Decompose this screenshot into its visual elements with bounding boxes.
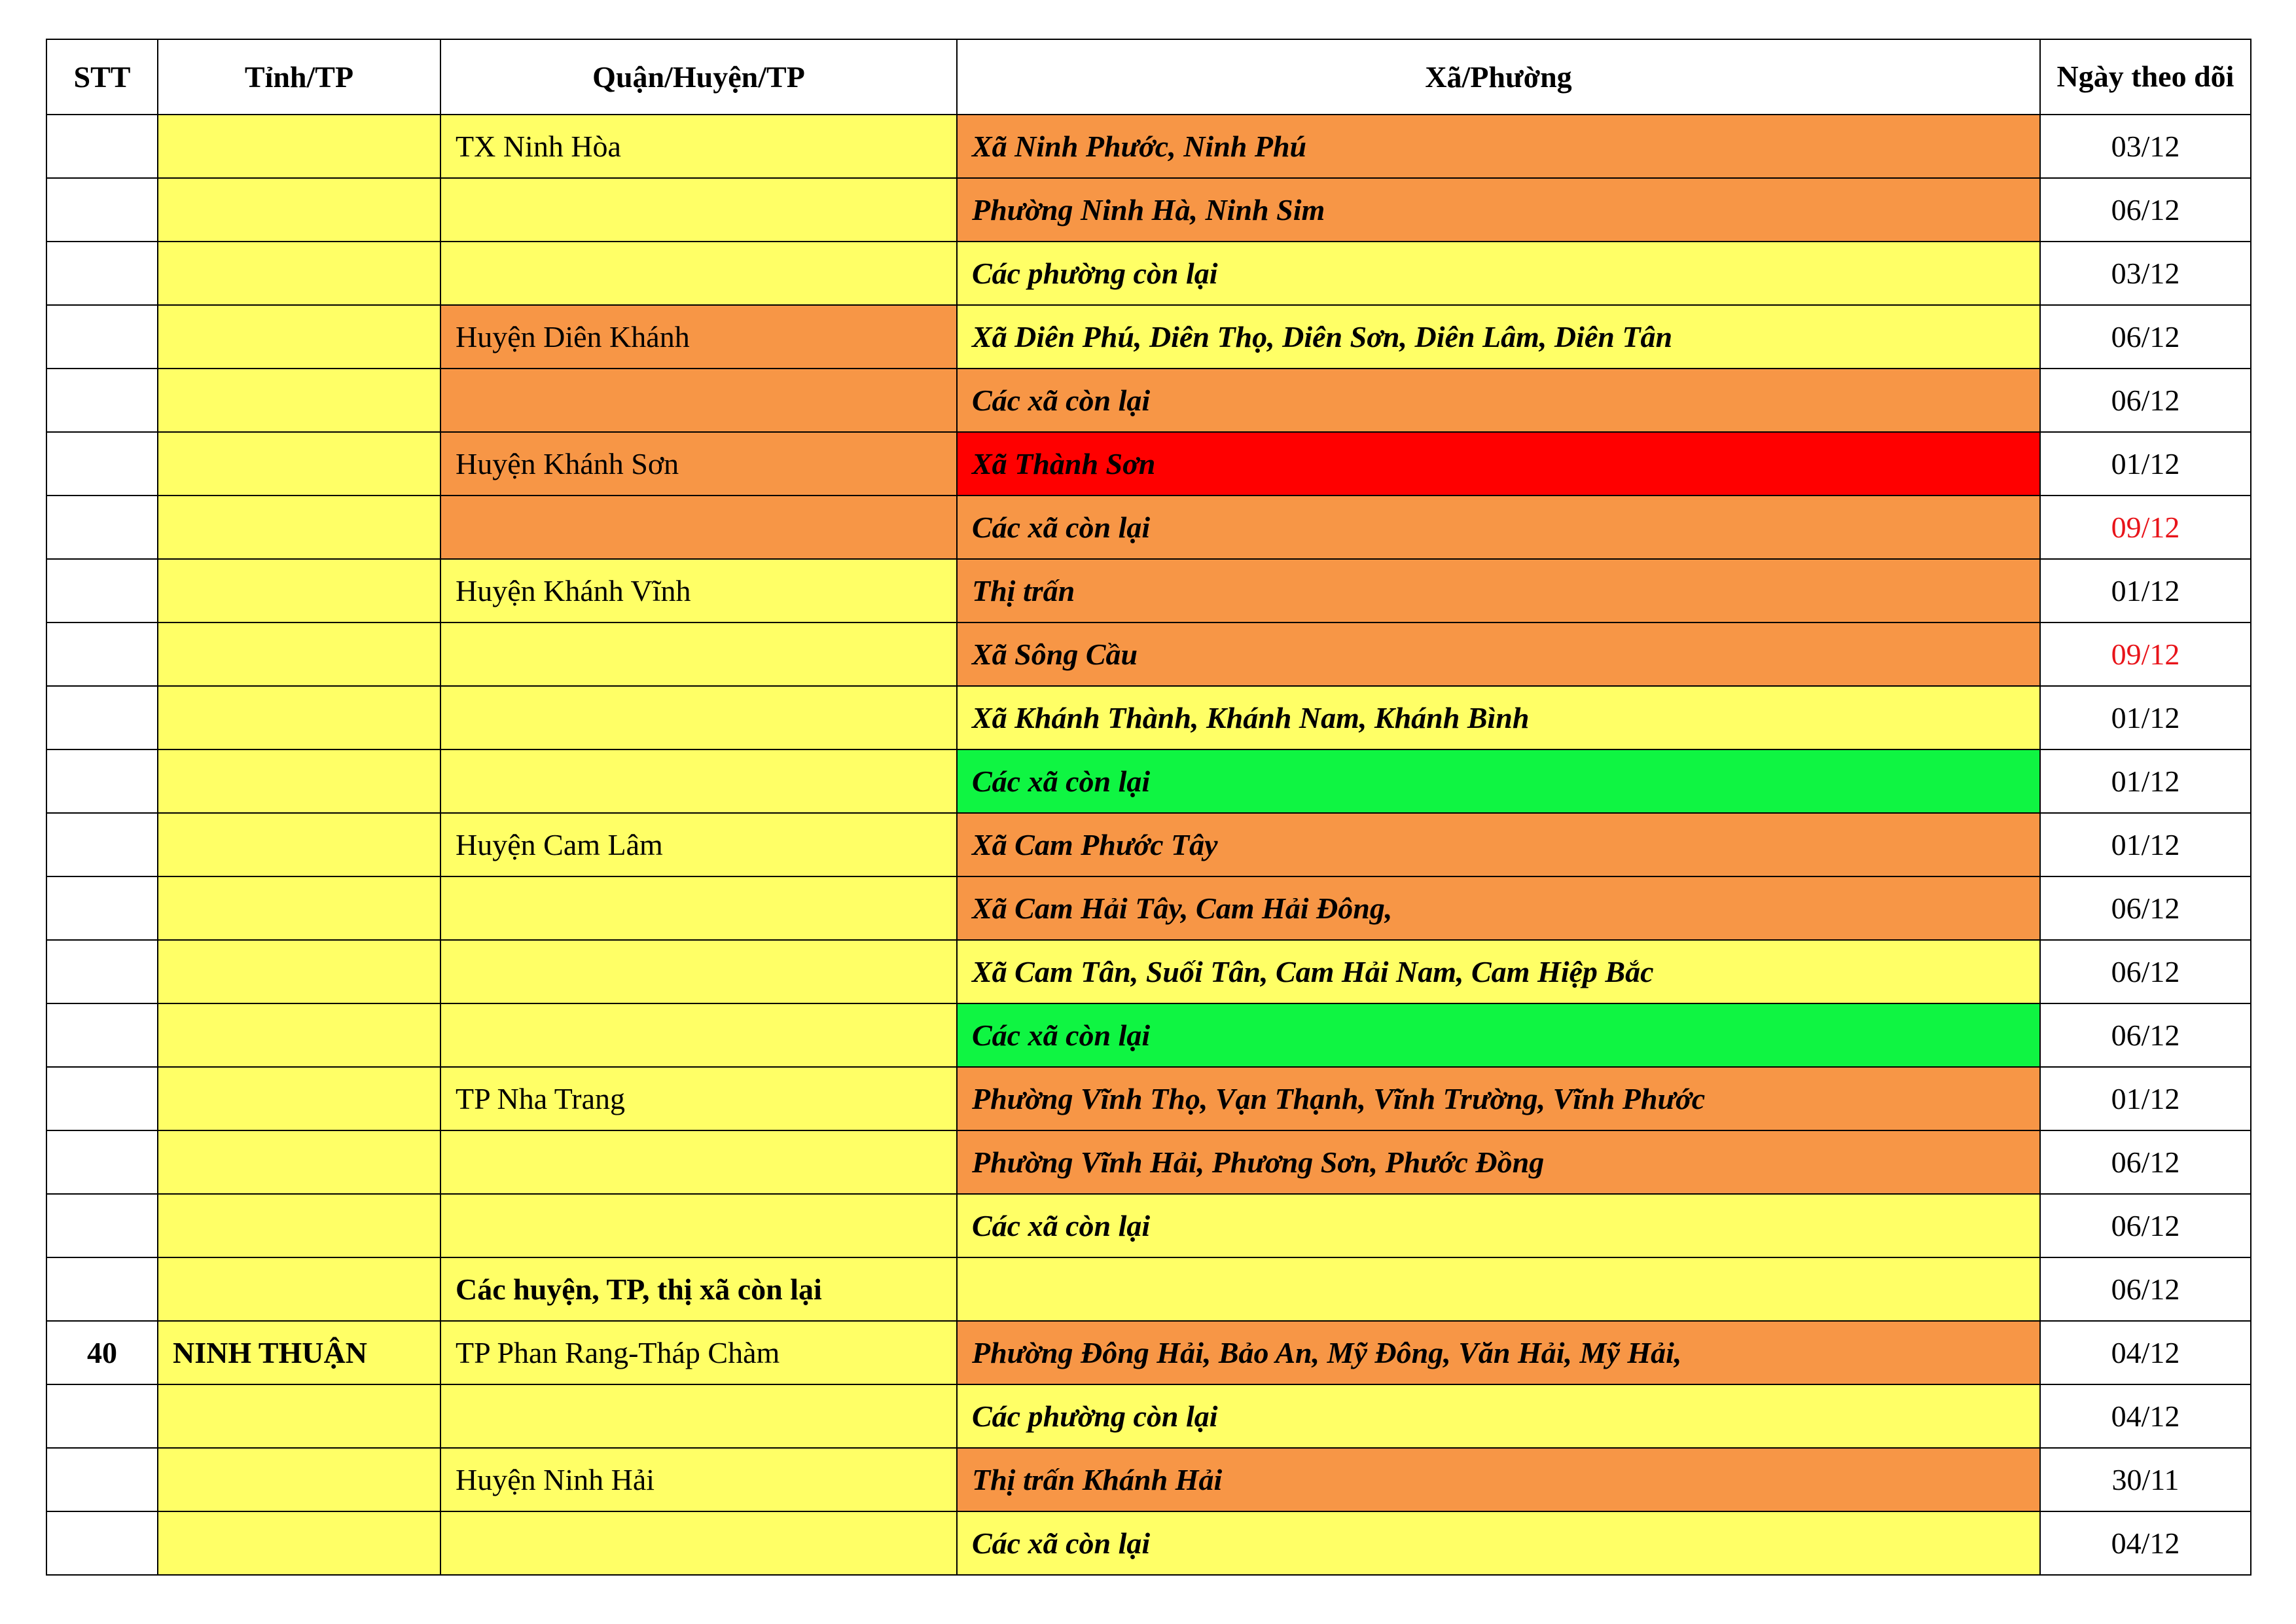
district-cell: TP Phan Rang-Tháp Chàm bbox=[440, 1321, 957, 1384]
table-row bbox=[46, 1130, 2251, 1194]
province-cell bbox=[158, 369, 440, 432]
district-cell: Huyện Khánh Sơn bbox=[440, 432, 957, 496]
district-cell: TX Ninh Hòa bbox=[440, 115, 957, 178]
table-row bbox=[46, 1321, 2251, 1384]
header-row bbox=[46, 39, 2251, 115]
commune-cell: Xã Khánh Thành, Khánh Nam, Khánh Bình bbox=[957, 686, 2040, 749]
stt-cell: 40 bbox=[46, 1321, 158, 1384]
district-cell: Các huyện, TP, thị xã còn lại bbox=[440, 1257, 957, 1321]
stt-cell bbox=[46, 1130, 158, 1194]
date-cell: 01/12 bbox=[2040, 432, 2251, 496]
province-cell bbox=[158, 1384, 440, 1448]
date-cell: 01/12 bbox=[2040, 686, 2251, 749]
stt-cell bbox=[46, 242, 158, 305]
stt-cell bbox=[46, 1384, 158, 1448]
date-cell: 01/12 bbox=[2040, 813, 2251, 876]
date-cell: 06/12 bbox=[2040, 1130, 2251, 1194]
table-row bbox=[46, 1384, 2251, 1448]
table-row bbox=[46, 940, 2251, 1003]
table-row bbox=[46, 305, 2251, 369]
commune-cell: Các phường còn lại bbox=[957, 1384, 2040, 1448]
commune-cell: Xã Cam Tân, Suối Tân, Cam Hải Nam, Cam Hiệp Bắc bbox=[957, 940, 2040, 1003]
date-cell: 06/12 bbox=[2040, 1257, 2251, 1321]
table-row bbox=[46, 369, 2251, 432]
stt-cell bbox=[46, 1448, 158, 1511]
stt-cell bbox=[46, 876, 158, 940]
district-cell: Huyện Cam Lâm bbox=[440, 813, 957, 876]
table-row bbox=[46, 1003, 2251, 1067]
commune-cell: Thị trấn Khánh Hải bbox=[957, 1448, 2040, 1511]
district-cell: Huyện Diên Khánh bbox=[440, 305, 957, 369]
date-cell: 06/12 bbox=[2040, 1194, 2251, 1257]
commune-cell: Xã Ninh Phước, Ninh Phú bbox=[957, 115, 2040, 178]
table-row bbox=[46, 876, 2251, 940]
district-cell bbox=[440, 369, 957, 432]
commune-cell: Các xã còn lại bbox=[957, 1194, 2040, 1257]
date-cell: 04/12 bbox=[2040, 1511, 2251, 1575]
date-cell: 09/12 bbox=[2040, 623, 2251, 686]
table-row bbox=[46, 496, 2251, 559]
table-row bbox=[46, 432, 2251, 496]
table-row bbox=[46, 1067, 2251, 1130]
district-cell bbox=[440, 1130, 957, 1194]
province-cell bbox=[158, 1130, 440, 1194]
district-cell bbox=[440, 686, 957, 749]
date-cell: 06/12 bbox=[2040, 940, 2251, 1003]
district-cell bbox=[440, 496, 957, 559]
commune-cell: Các xã còn lại bbox=[957, 1003, 2040, 1067]
province-cell bbox=[158, 1003, 440, 1067]
date-cell: 06/12 bbox=[2040, 876, 2251, 940]
date-cell: 01/12 bbox=[2040, 1067, 2251, 1130]
province-cell bbox=[158, 242, 440, 305]
date-cell: 03/12 bbox=[2040, 242, 2251, 305]
table-row bbox=[46, 178, 2251, 242]
province-cell bbox=[158, 1194, 440, 1257]
province-cell bbox=[158, 686, 440, 749]
stt-cell bbox=[46, 813, 158, 876]
table-row bbox=[46, 749, 2251, 813]
commune-cell: Các xã còn lại bbox=[957, 1511, 2040, 1575]
commune-cell: Các xã còn lại bbox=[957, 369, 2040, 432]
district-cell bbox=[440, 1384, 957, 1448]
province-cell bbox=[158, 940, 440, 1003]
date-cell: 30/11 bbox=[2040, 1448, 2251, 1511]
district-cell bbox=[440, 1511, 957, 1575]
district-cell bbox=[440, 749, 957, 813]
district-cell: Huyện Ninh Hải bbox=[440, 1448, 957, 1511]
stt-cell bbox=[46, 1511, 158, 1575]
date-cell: 04/12 bbox=[2040, 1384, 2251, 1448]
header-stt: STT bbox=[46, 39, 158, 115]
covid-risk-table-container bbox=[46, 39, 2250, 1576]
table-header bbox=[46, 39, 2251, 115]
district-cell bbox=[440, 178, 957, 242]
stt-cell bbox=[46, 178, 158, 242]
province-cell bbox=[158, 623, 440, 686]
header-province: Tỉnh/TP bbox=[158, 39, 440, 115]
stt-cell bbox=[46, 559, 158, 623]
table-row bbox=[46, 623, 2251, 686]
commune-cell: Xã Diên Phú, Diên Thọ, Diên Sơn, Diên Lâm, Diên Tân bbox=[957, 305, 2040, 369]
province-cell bbox=[158, 115, 440, 178]
date-cell: 06/12 bbox=[2040, 178, 2251, 242]
commune-cell: Các xã còn lại bbox=[957, 496, 2040, 559]
commune-cell bbox=[957, 1257, 2040, 1321]
district-cell bbox=[440, 1003, 957, 1067]
district-cell: Huyện Khánh Vĩnh bbox=[440, 559, 957, 623]
district-cell bbox=[440, 940, 957, 1003]
district-cell bbox=[440, 242, 957, 305]
commune-cell: Phường Ninh Hà, Ninh Sim bbox=[957, 178, 2040, 242]
covid-risk-table bbox=[46, 39, 2251, 1576]
commune-cell: Xã Sông Cầu bbox=[957, 623, 2040, 686]
date-cell: 01/12 bbox=[2040, 749, 2251, 813]
stt-cell bbox=[46, 749, 158, 813]
table-row bbox=[46, 559, 2251, 623]
stt-cell bbox=[46, 369, 158, 432]
commune-cell: Phường Vĩnh Hải, Phương Sơn, Phước Đồng bbox=[957, 1130, 2040, 1194]
stt-cell bbox=[46, 1003, 158, 1067]
district-cell: TP Nha Trang bbox=[440, 1067, 957, 1130]
header-commune: Xã/Phường bbox=[957, 39, 2040, 115]
table-row bbox=[46, 115, 2251, 178]
district-cell bbox=[440, 1194, 957, 1257]
province-cell bbox=[158, 1067, 440, 1130]
table-row bbox=[46, 242, 2251, 305]
province-cell bbox=[158, 559, 440, 623]
date-cell: 06/12 bbox=[2040, 1003, 2251, 1067]
table-row bbox=[46, 1511, 2251, 1575]
date-cell: 04/12 bbox=[2040, 1321, 2251, 1384]
stt-cell bbox=[46, 1194, 158, 1257]
province-cell bbox=[158, 1511, 440, 1575]
stt-cell bbox=[46, 623, 158, 686]
date-cell: 06/12 bbox=[2040, 369, 2251, 432]
table-body bbox=[46, 115, 2251, 1575]
province-cell bbox=[158, 1448, 440, 1511]
stt-cell bbox=[46, 940, 158, 1003]
commune-cell: Thị trấn bbox=[957, 559, 2040, 623]
header-date: Ngày theo dõi bbox=[2040, 39, 2251, 115]
province-cell bbox=[158, 432, 440, 496]
province-cell bbox=[158, 178, 440, 242]
district-cell bbox=[440, 623, 957, 686]
commune-cell: Phường Vĩnh Thọ, Vạn Thạnh, Vĩnh Trường, Vĩnh Phước bbox=[957, 1067, 2040, 1130]
date-cell: 06/12 bbox=[2040, 305, 2251, 369]
table-row bbox=[46, 1257, 2251, 1321]
commune-cell: Các xã còn lại bbox=[957, 749, 2040, 813]
stt-cell bbox=[46, 1257, 158, 1321]
commune-cell: Xã Cam Phước Tây bbox=[957, 813, 2040, 876]
date-cell: 09/12 bbox=[2040, 496, 2251, 559]
table-row bbox=[46, 1194, 2251, 1257]
commune-cell: Xã Thành Sơn bbox=[957, 432, 2040, 496]
commune-cell: Các phường còn lại bbox=[957, 242, 2040, 305]
commune-cell: Phường Đông Hải, Bảo An, Mỹ Đông, Văn Hải, Mỹ Hải, bbox=[957, 1321, 2040, 1384]
stt-cell bbox=[46, 115, 158, 178]
stt-cell bbox=[46, 305, 158, 369]
province-cell bbox=[158, 1257, 440, 1321]
province-cell bbox=[158, 876, 440, 940]
province-cell bbox=[158, 496, 440, 559]
header-district: Quận/Huyện/TP bbox=[440, 39, 957, 115]
province-cell bbox=[158, 813, 440, 876]
table-row bbox=[46, 1448, 2251, 1511]
stt-cell bbox=[46, 1067, 158, 1130]
table-row bbox=[46, 686, 2251, 749]
stt-cell bbox=[46, 686, 158, 749]
stt-cell bbox=[46, 496, 158, 559]
province-cell: NINH THUẬN bbox=[158, 1321, 440, 1384]
date-cell: 03/12 bbox=[2040, 115, 2251, 178]
table-row bbox=[46, 813, 2251, 876]
stt-cell bbox=[46, 432, 158, 496]
date-cell: 01/12 bbox=[2040, 559, 2251, 623]
district-cell bbox=[440, 876, 957, 940]
province-cell bbox=[158, 305, 440, 369]
province-cell bbox=[158, 749, 440, 813]
commune-cell: Xã Cam Hải Tây, Cam Hải Đông, bbox=[957, 876, 2040, 940]
